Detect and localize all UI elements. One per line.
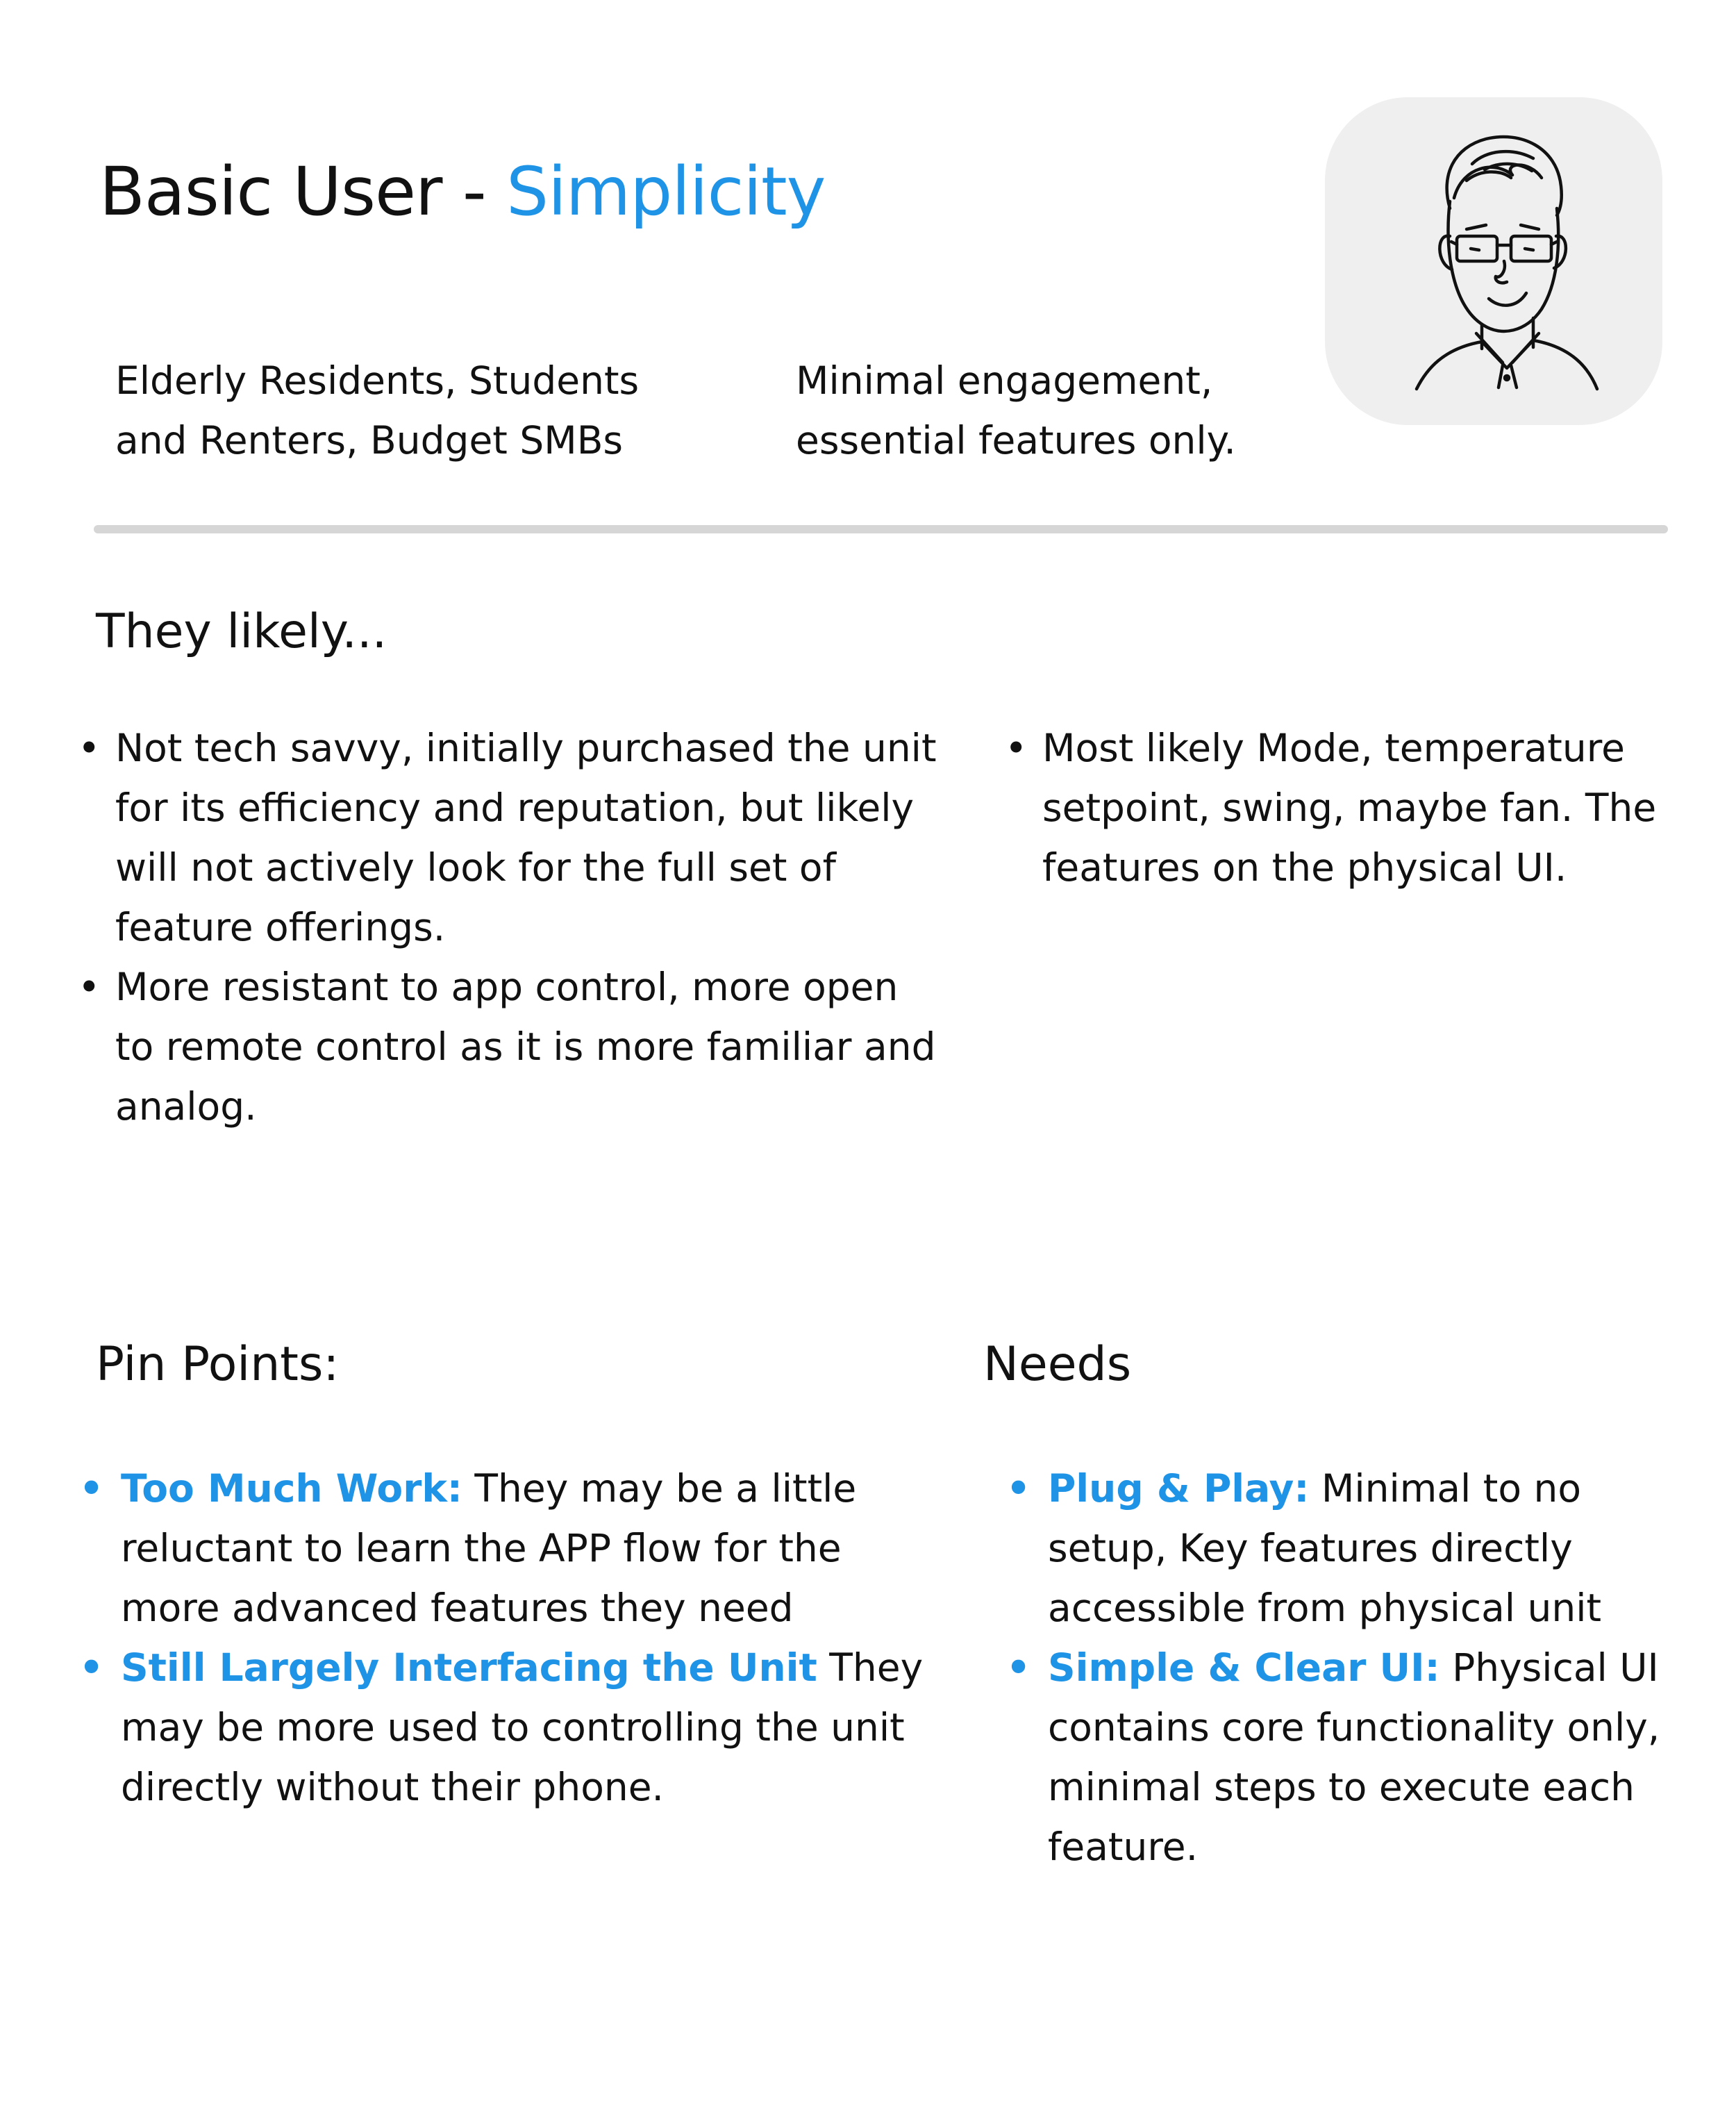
segments-line-1: Elderly Residents, Students	[115, 358, 640, 403]
list-item-lead: Simple & Clear UI:	[1048, 1645, 1440, 1690]
needs-heading: Needs	[983, 1337, 1132, 1392]
user-segments	[115, 351, 699, 470]
segments-line-2: and Renters, Budget SMBs	[115, 418, 624, 463]
list-item-lead: Still Largely Interfacing the Unit	[121, 1645, 817, 1690]
list-item: • Not tech savvy, initially purchased the unit for its efficiency and reputation, but likely will not actively look for the full set of feature offerings.	[78, 718, 946, 957]
list-item: • More resistant to app control, more open to remote control as it is more familiar and analog.	[78, 957, 946, 1136]
list-item-lead: Plug & Play:	[1048, 1466, 1310, 1511]
list-item-lead: Too Much Work:	[121, 1466, 462, 1511]
list-item	[1006, 1638, 1708, 1877]
engagement-line-2: essential features only.	[796, 418, 1236, 463]
list-item-text: They may be more used to controlling the unit directly without their phone.	[121, 1645, 924, 1809]
engagement-summary	[796, 351, 1324, 470]
title-separator: -	[462, 153, 486, 231]
pain-points-list	[79, 1459, 947, 1817]
title-main: Basic User	[99, 153, 442, 231]
avatar	[1325, 97, 1662, 425]
needs-list	[1006, 1459, 1708, 1877]
persona-illustration-icon	[1325, 97, 1662, 425]
title-accent: Simplicity	[506, 153, 826, 231]
list-item: • Most likely Mode, temperature setpoint, swing, maybe fan. The features on the physical UI.	[1005, 718, 1706, 897]
list-item	[1006, 1459, 1708, 1638]
pain-points-heading: Pin Points:	[96, 1337, 340, 1392]
they-likely-list-left	[78, 718, 946, 1136]
page-title	[99, 153, 825, 231]
list-item	[79, 1459, 947, 1638]
they-likely-list-right	[1005, 718, 1706, 897]
list-item-text: They may be a little reluctant to learn the APP flow for the more advanced features they need	[121, 1466, 857, 1630]
section-divider	[94, 525, 1668, 533]
list-item-text: Minimal to no setup, Key features directly accessible from physical unit	[1048, 1466, 1602, 1630]
list-item	[79, 1638, 947, 1817]
they-likely-heading: They likely...	[96, 604, 387, 659]
list-item-text: Physical UI contains core functionality only, minimal steps to execute each feature.	[1048, 1645, 1660, 1869]
engagement-line-1: Minimal engagement,	[796, 358, 1213, 403]
